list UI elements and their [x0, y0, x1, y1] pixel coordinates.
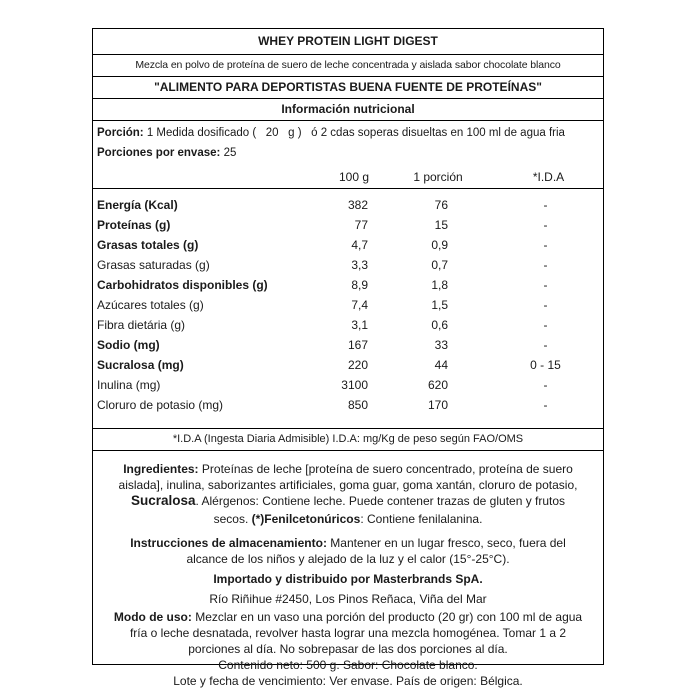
value-per-100g: 4,7 [351, 238, 368, 252]
column-header-ida: *I.D.A [532, 170, 565, 184]
usage-line-2: fría o leche desnatada, revolver hasta lograr una mezcla homogénea. Tomar 1 a 2 [129, 626, 567, 640]
value-per-100g: 7,4 [351, 298, 368, 312]
value-per-100g: 77 [354, 218, 368, 232]
value-per-portion: 620 [427, 378, 448, 392]
portion-label: Porción: [97, 127, 144, 139]
nutrition-row [93, 295, 603, 315]
importer-line-1: Importado y distribuido por Masterbrands SpA. [213, 572, 483, 586]
nutrient-name: Grasas saturadas (g) [97, 258, 210, 272]
servings-value: 25 [223, 147, 237, 159]
info-section [93, 451, 603, 688]
ingredients-line-1 [93, 461, 603, 477]
value-per-100g: 220 [347, 358, 368, 372]
portion-section [93, 121, 603, 189]
value-ida: - [543, 298, 548, 312]
usage-line-1 [93, 609, 603, 625]
ingredients-text-4b: : Contiene fenilalanina. [360, 512, 483, 526]
usage-line-4: Contenido neto: 500 g. Sabor: Chocolate blanco. [218, 658, 478, 672]
ingredients-line-2: aislada], inulina, saborizantes artificiales, goma guar, goma xantán, cloruro de potasio, [118, 478, 578, 492]
value-ida: - [543, 218, 548, 232]
ingredients-text-3: . Alérgenos: Contiene leche. Puede contener trazas de gluten y frutos [195, 494, 566, 508]
portion-text: 1 Medida dosificado ( 20 g ) ó 2 cdas soperas disueltas en 100 ml de agua fria [146, 127, 565, 139]
nutrient-name: Inulina (mg) [97, 378, 161, 392]
nutrient-name: Sucralosa (mg) [97, 358, 184, 372]
value-per-portion: 0,7 [431, 258, 448, 272]
nutrition-row [93, 275, 603, 295]
nutrition-row [93, 195, 603, 215]
value-ida: - [543, 258, 548, 272]
product-description: Mezcla en polvo de proteína de suero de leche concentrada y aislada sabor chocolate blanco [93, 55, 603, 77]
ingredients-text-1: Proteínas de leche [proteína de suero concentrado, proteína de suero [201, 462, 573, 476]
value-ida: - [543, 338, 548, 352]
nutrition-row [93, 255, 603, 275]
value-per-portion: 33 [434, 338, 448, 352]
ingredients-label: Ingredientes: [123, 462, 199, 476]
nutrient-name: Fibra dietária (g) [97, 318, 186, 332]
product-title: WHEY PROTEIN LIGHT DIGEST [93, 29, 603, 55]
value-per-100g: 3,3 [351, 258, 368, 272]
storage-line-1 [93, 535, 603, 551]
column-header-portion: 1 porción [413, 170, 463, 184]
column-header-100g: 100 g [338, 170, 370, 184]
nutrient-name: Carbohidratos disponibles (g) [97, 278, 268, 292]
value-per-100g: 382 [347, 198, 368, 212]
nutrition-row [93, 215, 603, 235]
ingredients-line-3 [93, 493, 603, 509]
value-per-portion: 44 [434, 358, 448, 372]
usage-text-1: Mezclar en un vaso una porción del producto (20 gr) con 100 ml de agua [191, 610, 583, 624]
ingredients-line-4 [93, 511, 603, 527]
nutrition-table [93, 189, 603, 429]
value-ida: - [543, 378, 548, 392]
nutrition-heading: Información nutricional [93, 99, 603, 121]
nutrient-name: Sodio (mg) [97, 338, 160, 352]
importer-line-2: Río Riñihue #2450, Los Pinos Reñaca, Viña del Mar [209, 592, 487, 606]
value-ida: - [543, 398, 548, 412]
value-ida: - [543, 198, 548, 212]
value-per-portion: 1,8 [431, 278, 448, 292]
servings-line [97, 147, 236, 159]
value-per-100g: 3,1 [351, 318, 368, 332]
nutrition-row [93, 395, 603, 415]
product-slogan: "ALIMENTO PARA DEPORTISTAS BUENA FUENTE DE PROTEÍNAS" [93, 77, 603, 99]
value-per-portion: 0,9 [431, 238, 448, 252]
nutrition-label [92, 28, 604, 688]
usage-line-3: porciones al día. No sobrepasar de las dos porciones al día. [188, 642, 508, 656]
value-ida: - [543, 318, 548, 332]
portion-line [97, 127, 565, 139]
nutrient-name: Proteínas (g) [97, 218, 171, 232]
nutrition-column-headers [93, 167, 603, 187]
storage-text-1: Mantener en un lugar fresco, seco, fuera del [326, 536, 566, 550]
nutrition-row [93, 335, 603, 355]
value-ida: 0 - 15 [530, 358, 561, 372]
value-per-100g: 8,9 [351, 278, 368, 292]
nutrition-row [93, 235, 603, 255]
nutrient-name: Azúcares totales (g) [97, 298, 204, 312]
nutrition-row [93, 355, 603, 375]
servings-label: Porciones por envase: [97, 147, 221, 159]
sucralosa-highlight: Sucralosa [130, 493, 196, 508]
value-per-100g: 167 [347, 338, 368, 352]
nutrient-name: Cloruro de potasio (mg) [97, 398, 224, 412]
ingredients-text-4a: secos. [213, 512, 249, 526]
value-per-portion: 15 [434, 218, 448, 232]
nutrient-name: Energía (Kcal) [97, 198, 178, 212]
value-per-portion: 76 [434, 198, 448, 212]
value-ida: - [543, 278, 548, 292]
usage-label: Modo de uso: [113, 610, 192, 624]
value-per-portion: 1,5 [431, 298, 448, 312]
nutrition-row [93, 375, 603, 395]
storage-line-2: alcance de los niños y alejado de la luz y el calor (15°-25°C). [186, 552, 510, 566]
nutrition-row [93, 315, 603, 335]
value-per-portion: 170 [427, 398, 448, 412]
ida-note: *I.D.A (Ingesta Diaria Admisible) I.D.A: mg/Kg de peso según FAO/OMS [93, 429, 603, 451]
value-per-100g: 3100 [341, 378, 368, 392]
fenilcetonuricos-label: (*)Fenilcetonúricos [251, 512, 361, 526]
value-ida: - [543, 238, 548, 252]
storage-label: Instrucciones de almacenamiento: [130, 536, 327, 550]
value-per-100g: 850 [347, 398, 368, 412]
nutrient-name: Grasas totales (g) [97, 238, 199, 252]
value-per-portion: 0,6 [431, 318, 448, 332]
usage-line-5: Lote y fecha de vencimiento: Ver envase. País de origen: Bélgica. [173, 674, 523, 688]
